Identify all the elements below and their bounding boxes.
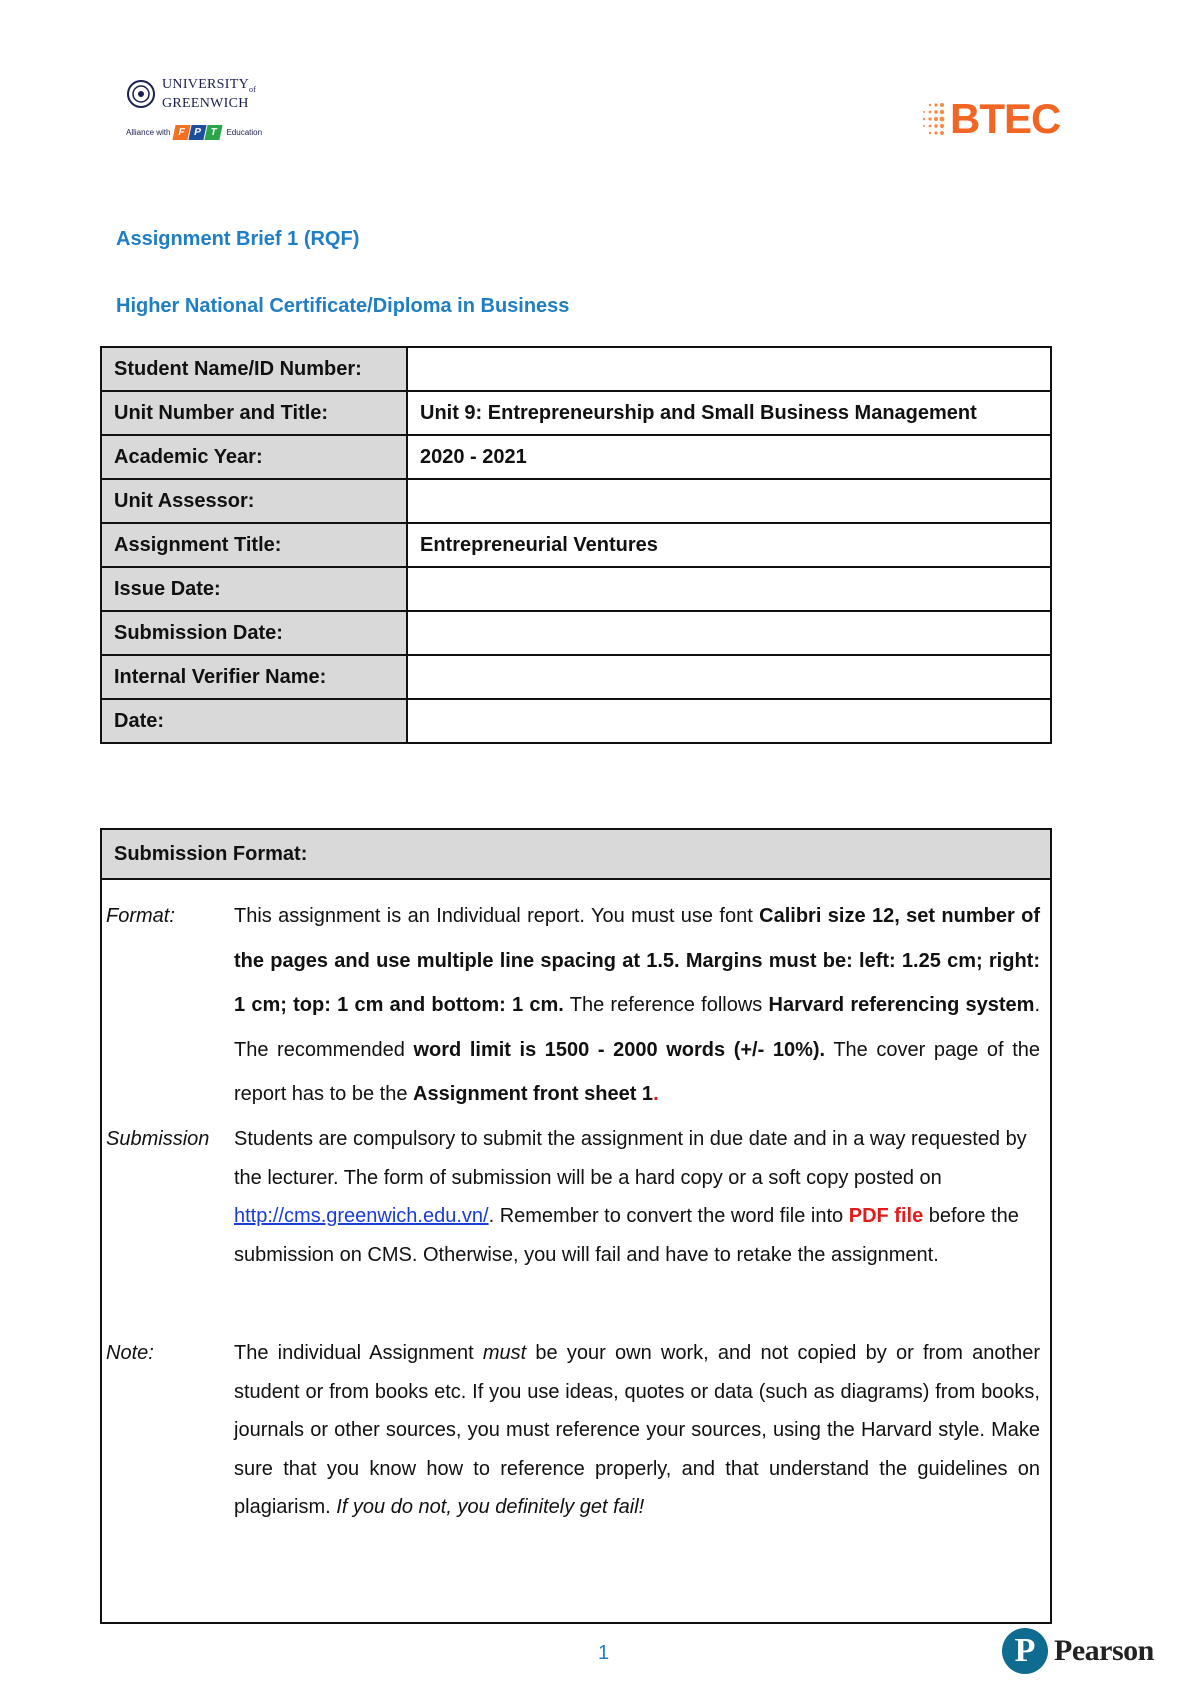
format-label: Format: [106,905,175,927]
submission-format-heading: Submission Format: [102,830,1050,880]
table-row [101,523,1051,567]
university-seal-icon [126,79,156,109]
btec-wordmark: BTEC [950,95,1061,142]
page-number: 1 [598,1642,610,1664]
row-label: Unit Number and Title: [101,391,407,435]
pearson-logo [1002,1628,1154,1674]
table-row [101,391,1051,435]
table-row [101,699,1051,743]
row-value [407,699,1051,743]
pearson-icon: P [1002,1628,1048,1674]
assignment-brief-title: Assignment Brief 1 (RQF) [116,228,360,250]
row-value [407,567,1051,611]
row-label: Issue Date: [101,567,407,611]
row-label: Assignment Title: [101,523,407,567]
row-value [407,347,1051,391]
fpt-logo: F P T [174,125,222,140]
row-label: Unit Assessor: [101,479,407,523]
row-value: 2020 - 2021 [407,435,1051,479]
submission-format-box [100,828,1052,1624]
row-value [407,611,1051,655]
row-label: Submission Date: [101,611,407,655]
row-label: Date: [101,699,407,743]
cms-link[interactable]: http://cms.greenwich.edu.vn/ [234,1205,489,1227]
note-text: The individual Assignment must be your own work, and not copied by or from another student or from books etc. If you use ideas, quotes or data (such as diagrams) from books, journals or other sources, you must reference your sources, using the Harvard style. Make sure that you know how to reference properly, and that understand the guidelines on plagiarism. If you do not, you definitely get fail! [234,1342,1040,1518]
table-row [101,611,1051,655]
programme-title: Higher National Certificate/Diploma in Business [116,295,570,317]
table-row [101,655,1051,699]
table-row [101,435,1051,479]
format-text: This assignment is an Individual report. You must use font Calibri size 12, set number of the pages and use multiple line spacing at 1.5. Margins must be: left: 1.25 cm; right: 1 cm; top: 1 cm and bottom: 1 cm. The reference follows Harvard referencing system. The recommended word limit is 1500 - 2000 words (+/- 10%). The cover page of the report has to be the Assignment front sheet 1. [234,905,1041,1105]
row-label: Academic Year: [101,435,407,479]
row-label: Internal Verifier Name: [101,655,407,699]
alliance-line: Alliance with F P T Education [126,126,263,138]
btec-logo [920,94,1060,144]
note-label: Note: [106,1342,154,1364]
row-value [407,479,1051,523]
table-row [101,479,1051,523]
assignment-info-table [100,346,1052,744]
table-row [101,567,1051,611]
row-label: Student Name/ID Number: [101,347,407,391]
submission-text: Students are compulsory to submit the assignment in due date and in a way requested by the lecturer. The form of submission will be a hard copy or a soft copy posted on http://cms.greenwich.edu.vn/. Remember to convert the word file into PDF file before the submission on CMS. Otherwise, you will fail and have to retake the assignment. [234,1128,1027,1266]
row-value [407,655,1051,699]
row-value: Entrepreneurial Ventures [407,523,1051,567]
pearson-wordmark: Pearson [1054,1634,1154,1667]
row-value: Unit 9: Entrepreneurship and Small Business Management [407,391,1051,435]
university-of-greenwich-logo [126,78,276,148]
university-name: $UNIVERSITY_{of}$ GREENWICH [162,77,257,111]
table-row [101,347,1051,391]
btec-dots-icon [920,99,948,139]
submission-label: Submission [106,1128,210,1150]
